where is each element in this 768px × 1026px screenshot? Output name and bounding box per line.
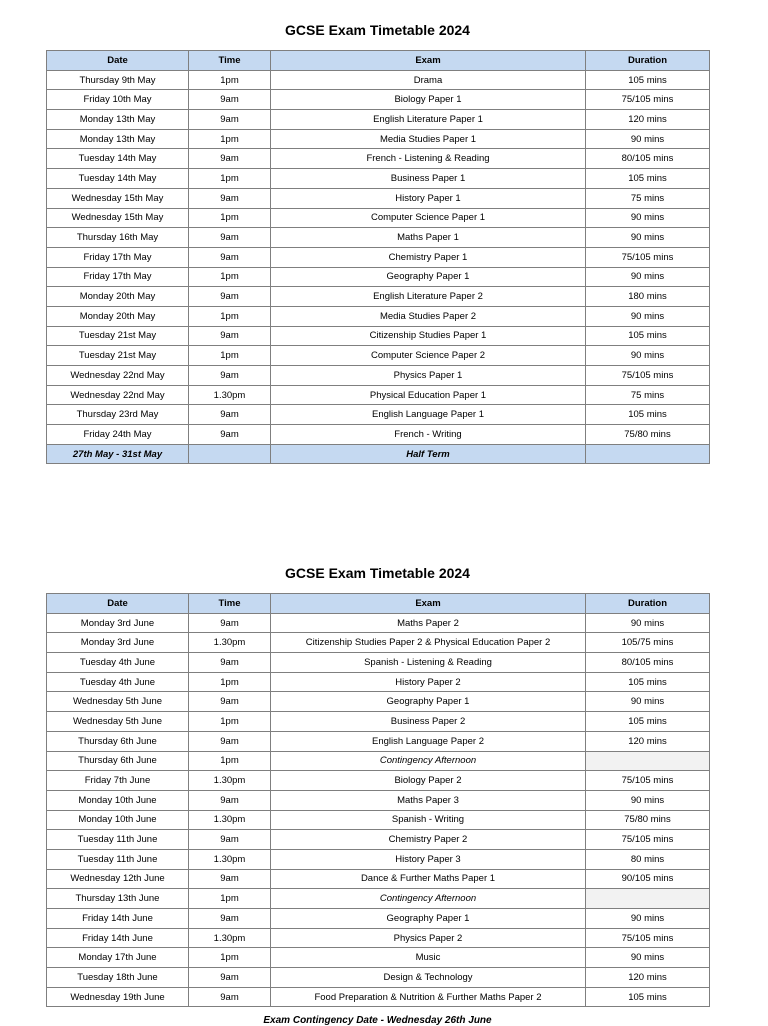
time-cell: 9am bbox=[189, 653, 271, 673]
date-cell: Thursday 13th June bbox=[47, 889, 189, 909]
exam-cell: History Paper 1 bbox=[271, 188, 586, 208]
duration-cell: 120 mins bbox=[586, 110, 710, 130]
time-cell: 1pm bbox=[189, 712, 271, 732]
duration-cell: 90 mins bbox=[586, 306, 710, 326]
date-cell: Tuesday 4th June bbox=[47, 672, 189, 692]
duration-cell: 105 mins bbox=[586, 672, 710, 692]
date-cell: Monday 10th June bbox=[47, 790, 189, 810]
half-term-date-cell: 27th May - 31st May bbox=[47, 444, 189, 464]
duration-cell: 105 mins bbox=[586, 70, 710, 90]
date-cell: Tuesday 21st May bbox=[47, 326, 189, 346]
date-cell: Friday 14th June bbox=[47, 928, 189, 948]
exam-cell: Maths Paper 1 bbox=[271, 228, 586, 248]
exam-row bbox=[47, 810, 710, 830]
exam-cell: Business Paper 1 bbox=[271, 169, 586, 189]
duration-cell: 105 mins bbox=[586, 405, 710, 425]
time-header: Time bbox=[189, 51, 271, 71]
exam-row bbox=[47, 188, 710, 208]
exam-row bbox=[47, 228, 710, 248]
date-cell: Monday 13th May bbox=[47, 129, 189, 149]
header-row bbox=[47, 51, 710, 71]
time-cell: 1pm bbox=[189, 346, 271, 366]
exam-row bbox=[47, 672, 710, 692]
header-row bbox=[47, 594, 710, 614]
time-cell: 1pm bbox=[189, 129, 271, 149]
time-cell: 1.30pm bbox=[189, 928, 271, 948]
exam-row bbox=[47, 425, 710, 445]
timetable-title: GCSE Exam Timetable 2024 bbox=[285, 565, 470, 581]
exam-cell: Maths Paper 3 bbox=[271, 790, 586, 810]
exam-cell: Media Studies Paper 1 bbox=[271, 129, 586, 149]
exam-cell: History Paper 2 bbox=[271, 672, 586, 692]
exam-row bbox=[47, 731, 710, 751]
date-cell: Wednesday 5th June bbox=[47, 692, 189, 712]
exam-row bbox=[47, 366, 710, 386]
exam-row bbox=[47, 385, 710, 405]
date-cell: Friday 17th May bbox=[47, 247, 189, 267]
date-header: Date bbox=[47, 594, 189, 614]
date-cell: Friday 14th June bbox=[47, 909, 189, 929]
time-cell: 1.30pm bbox=[189, 771, 271, 791]
date-cell: Friday 17th May bbox=[47, 267, 189, 287]
exam-row bbox=[47, 771, 710, 791]
duration-cell: 90 mins bbox=[586, 790, 710, 810]
date-cell: Tuesday 14th May bbox=[47, 169, 189, 189]
duration-cell: 75/80 mins bbox=[586, 425, 710, 445]
exam-cell: English Language Paper 2 bbox=[271, 731, 586, 751]
exam-cell: Contingency Afternoon bbox=[271, 751, 586, 771]
time-cell: 1pm bbox=[189, 169, 271, 189]
time-cell: 9am bbox=[189, 110, 271, 130]
time-cell: 9am bbox=[189, 228, 271, 248]
exam-row bbox=[47, 928, 710, 948]
duration-cell: 120 mins bbox=[586, 731, 710, 751]
date-cell: Tuesday 18th June bbox=[47, 968, 189, 988]
date-cell: Friday 7th June bbox=[47, 771, 189, 791]
time-cell: 9am bbox=[189, 287, 271, 307]
duration-cell: 105 mins bbox=[586, 326, 710, 346]
date-cell: Monday 20th May bbox=[47, 287, 189, 307]
exam-row bbox=[47, 326, 710, 346]
duration-header: Duration bbox=[586, 51, 710, 71]
duration-cell: 75/105 mins bbox=[586, 830, 710, 850]
duration-cell: 90 mins bbox=[586, 208, 710, 228]
date-cell: Monday 20th May bbox=[47, 306, 189, 326]
exam-cell: Dance & Further Maths Paper 1 bbox=[271, 869, 586, 889]
time-cell: 1pm bbox=[189, 948, 271, 968]
duration-cell: 120 mins bbox=[586, 968, 710, 988]
duration-cell: 75/105 mins bbox=[586, 247, 710, 267]
exam-row bbox=[47, 948, 710, 968]
exam-cell: French - Writing bbox=[271, 425, 586, 445]
exam-row bbox=[47, 790, 710, 810]
date-cell: Tuesday 14th May bbox=[47, 149, 189, 169]
exam-cell: Business Paper 2 bbox=[271, 712, 586, 732]
duration-cell: 80/105 mins bbox=[586, 149, 710, 169]
exam-cell: History Paper 3 bbox=[271, 849, 586, 869]
duration-cell: 75/105 mins bbox=[586, 771, 710, 791]
exam-cell: Physics Paper 1 bbox=[271, 366, 586, 386]
half-term-duration-cell bbox=[586, 444, 710, 464]
date-cell: Wednesday 15th May bbox=[47, 188, 189, 208]
date-cell: Wednesday 5th June bbox=[47, 712, 189, 732]
exam-cell: Biology Paper 1 bbox=[271, 90, 586, 110]
time-cell: 9am bbox=[189, 90, 271, 110]
time-cell: 1pm bbox=[189, 70, 271, 90]
time-cell: 9am bbox=[189, 247, 271, 267]
exam-cell: Chemistry Paper 1 bbox=[271, 247, 586, 267]
half-term-label-cell: Half Term bbox=[271, 444, 586, 464]
exam-cell: English Language Paper 1 bbox=[271, 405, 586, 425]
exam-cell: Geography Paper 1 bbox=[271, 909, 586, 929]
duration-cell: 90 mins bbox=[586, 692, 710, 712]
date-cell: Thursday 9th May bbox=[47, 70, 189, 90]
timetable-table bbox=[46, 593, 710, 1007]
date-cell: Wednesday 22nd May bbox=[47, 385, 189, 405]
exam-row bbox=[47, 129, 710, 149]
duration-cell: 105 mins bbox=[586, 169, 710, 189]
date-cell: Monday 3rd June bbox=[47, 633, 189, 653]
duration-cell: 90 mins bbox=[586, 129, 710, 149]
date-cell: Monday 10th June bbox=[47, 810, 189, 830]
date-cell: Tuesday 11th June bbox=[47, 849, 189, 869]
timetable-june bbox=[46, 564, 709, 1007]
timetable-table bbox=[46, 50, 710, 464]
time-cell: 1.30pm bbox=[189, 633, 271, 653]
time-cell: 9am bbox=[189, 909, 271, 929]
exam-cell: Chemistry Paper 2 bbox=[271, 830, 586, 850]
contingency-row bbox=[47, 889, 710, 909]
exam-row bbox=[47, 987, 710, 1007]
exam-row bbox=[47, 712, 710, 732]
exam-row bbox=[47, 346, 710, 366]
date-cell: Wednesday 12th June bbox=[47, 869, 189, 889]
time-cell: 9am bbox=[189, 366, 271, 386]
exam-row bbox=[47, 306, 710, 326]
exam-row bbox=[47, 653, 710, 673]
duration-cell: 90 mins bbox=[586, 346, 710, 366]
exam-row bbox=[47, 869, 710, 889]
date-cell: Wednesday 19th June bbox=[47, 987, 189, 1007]
time-cell: 1pm bbox=[189, 267, 271, 287]
date-cell: Tuesday 21st May bbox=[47, 346, 189, 366]
duration-cell: 105/75 mins bbox=[586, 633, 710, 653]
exam-row bbox=[47, 267, 710, 287]
exam-cell: Citizenship Studies Paper 1 bbox=[271, 326, 586, 346]
exam-cell: Computer Science Paper 1 bbox=[271, 208, 586, 228]
exam-row bbox=[47, 90, 710, 110]
exam-cell: Citizenship Studies Paper 2 & Physical Education Paper 2 bbox=[271, 633, 586, 653]
time-cell: 1pm bbox=[189, 672, 271, 692]
duration-cell: 75/80 mins bbox=[586, 810, 710, 830]
time-header: Time bbox=[189, 594, 271, 614]
date-cell: Friday 10th May bbox=[47, 90, 189, 110]
exam-cell: Spanish - Writing bbox=[271, 810, 586, 830]
time-cell: 9am bbox=[189, 790, 271, 810]
contingency-row bbox=[47, 751, 710, 771]
exam-row bbox=[47, 405, 710, 425]
exam-cell: Drama bbox=[271, 70, 586, 90]
time-cell: 9am bbox=[189, 425, 271, 445]
duration-cell: 75/105 mins bbox=[586, 928, 710, 948]
exam-row bbox=[47, 849, 710, 869]
duration-header: Duration bbox=[586, 594, 710, 614]
time-cell: 9am bbox=[189, 830, 271, 850]
exam-cell: Physical Education Paper 1 bbox=[271, 385, 586, 405]
time-cell: 9am bbox=[189, 326, 271, 346]
duration-cell bbox=[586, 889, 710, 909]
date-cell: Monday 13th May bbox=[47, 110, 189, 130]
time-cell: 9am bbox=[189, 731, 271, 751]
duration-cell: 90 mins bbox=[586, 267, 710, 287]
timetable-title: GCSE Exam Timetable 2024 bbox=[285, 22, 470, 38]
duration-cell: 75/105 mins bbox=[586, 366, 710, 386]
date-cell: Wednesday 22nd May bbox=[47, 366, 189, 386]
time-cell: 9am bbox=[189, 188, 271, 208]
time-cell: 9am bbox=[189, 968, 271, 988]
date-cell: Friday 24th May bbox=[47, 425, 189, 445]
time-cell: 9am bbox=[189, 613, 271, 633]
time-cell: 1.30pm bbox=[189, 810, 271, 830]
exam-header: Exam bbox=[271, 51, 586, 71]
duration-cell: 90 mins bbox=[586, 909, 710, 929]
time-cell: 1pm bbox=[189, 306, 271, 326]
time-cell: 1pm bbox=[189, 751, 271, 771]
duration-cell: 90 mins bbox=[586, 613, 710, 633]
duration-cell: 75/105 mins bbox=[586, 90, 710, 110]
date-cell: Thursday 16th May bbox=[47, 228, 189, 248]
exam-header: Exam bbox=[271, 594, 586, 614]
duration-cell: 90 mins bbox=[586, 228, 710, 248]
exam-cell: Geography Paper 1 bbox=[271, 267, 586, 287]
half-term-time-cell bbox=[189, 444, 271, 464]
date-cell: Wednesday 15th May bbox=[47, 208, 189, 228]
date-cell: Monday 17th June bbox=[47, 948, 189, 968]
duration-cell: 180 mins bbox=[586, 287, 710, 307]
date-header: Date bbox=[47, 51, 189, 71]
date-cell: Thursday 6th June bbox=[47, 731, 189, 751]
exam-row bbox=[47, 287, 710, 307]
exam-row bbox=[47, 149, 710, 169]
exam-cell: Physics Paper 2 bbox=[271, 928, 586, 948]
duration-cell: 80/105 mins bbox=[586, 653, 710, 673]
duration-cell bbox=[586, 751, 710, 771]
exam-row bbox=[47, 110, 710, 130]
time-cell: 1pm bbox=[189, 889, 271, 909]
duration-cell: 80 mins bbox=[586, 849, 710, 869]
exam-cell: Maths Paper 2 bbox=[271, 613, 586, 633]
date-cell: Thursday 6th June bbox=[47, 751, 189, 771]
exam-cell: Design & Technology bbox=[271, 968, 586, 988]
duration-cell: 105 mins bbox=[586, 712, 710, 732]
time-cell: 9am bbox=[189, 405, 271, 425]
exam-cell: Media Studies Paper 2 bbox=[271, 306, 586, 326]
exam-cell: Spanish - Listening & Reading bbox=[271, 653, 586, 673]
exam-cell: English Literature Paper 1 bbox=[271, 110, 586, 130]
contingency-footnote: Exam Contingency Date - Wednesday 26th June bbox=[263, 1015, 492, 1026]
time-cell: 1pm bbox=[189, 208, 271, 228]
duration-cell: 75 mins bbox=[586, 188, 710, 208]
time-cell: 1.30pm bbox=[189, 385, 271, 405]
exam-row bbox=[47, 70, 710, 90]
date-cell: Monday 3rd June bbox=[47, 613, 189, 633]
exam-cell: Contingency Afternoon bbox=[271, 889, 586, 909]
exam-row bbox=[47, 208, 710, 228]
exam-row bbox=[47, 830, 710, 850]
time-cell: 9am bbox=[189, 987, 271, 1007]
half-term-row bbox=[47, 444, 710, 464]
exam-row bbox=[47, 968, 710, 988]
exam-row bbox=[47, 692, 710, 712]
time-cell: 1.30pm bbox=[189, 849, 271, 869]
date-cell: Thursday 23rd May bbox=[47, 405, 189, 425]
exam-row bbox=[47, 633, 710, 653]
date-cell: Tuesday 11th June bbox=[47, 830, 189, 850]
duration-cell: 105 mins bbox=[586, 987, 710, 1007]
duration-cell: 90 mins bbox=[586, 948, 710, 968]
time-cell: 9am bbox=[189, 869, 271, 889]
time-cell: 9am bbox=[189, 149, 271, 169]
exam-cell: French - Listening & Reading bbox=[271, 149, 586, 169]
exam-cell: Computer Science Paper 2 bbox=[271, 346, 586, 366]
time-cell: 9am bbox=[189, 692, 271, 712]
duration-cell: 75 mins bbox=[586, 385, 710, 405]
duration-cell: 90/105 mins bbox=[586, 869, 710, 889]
exam-cell: Geography Paper 1 bbox=[271, 692, 586, 712]
exam-cell: Music bbox=[271, 948, 586, 968]
exam-cell: Biology Paper 2 bbox=[271, 771, 586, 791]
date-cell: Tuesday 4th June bbox=[47, 653, 189, 673]
exam-cell: Food Preparation & Nutrition & Further Maths Paper 2 bbox=[271, 987, 586, 1007]
timetable-may bbox=[46, 21, 709, 464]
exam-row bbox=[47, 247, 710, 267]
exam-row bbox=[47, 909, 710, 929]
exam-cell: English Literature Paper 2 bbox=[271, 287, 586, 307]
exam-row bbox=[47, 613, 710, 633]
exam-row bbox=[47, 169, 710, 189]
